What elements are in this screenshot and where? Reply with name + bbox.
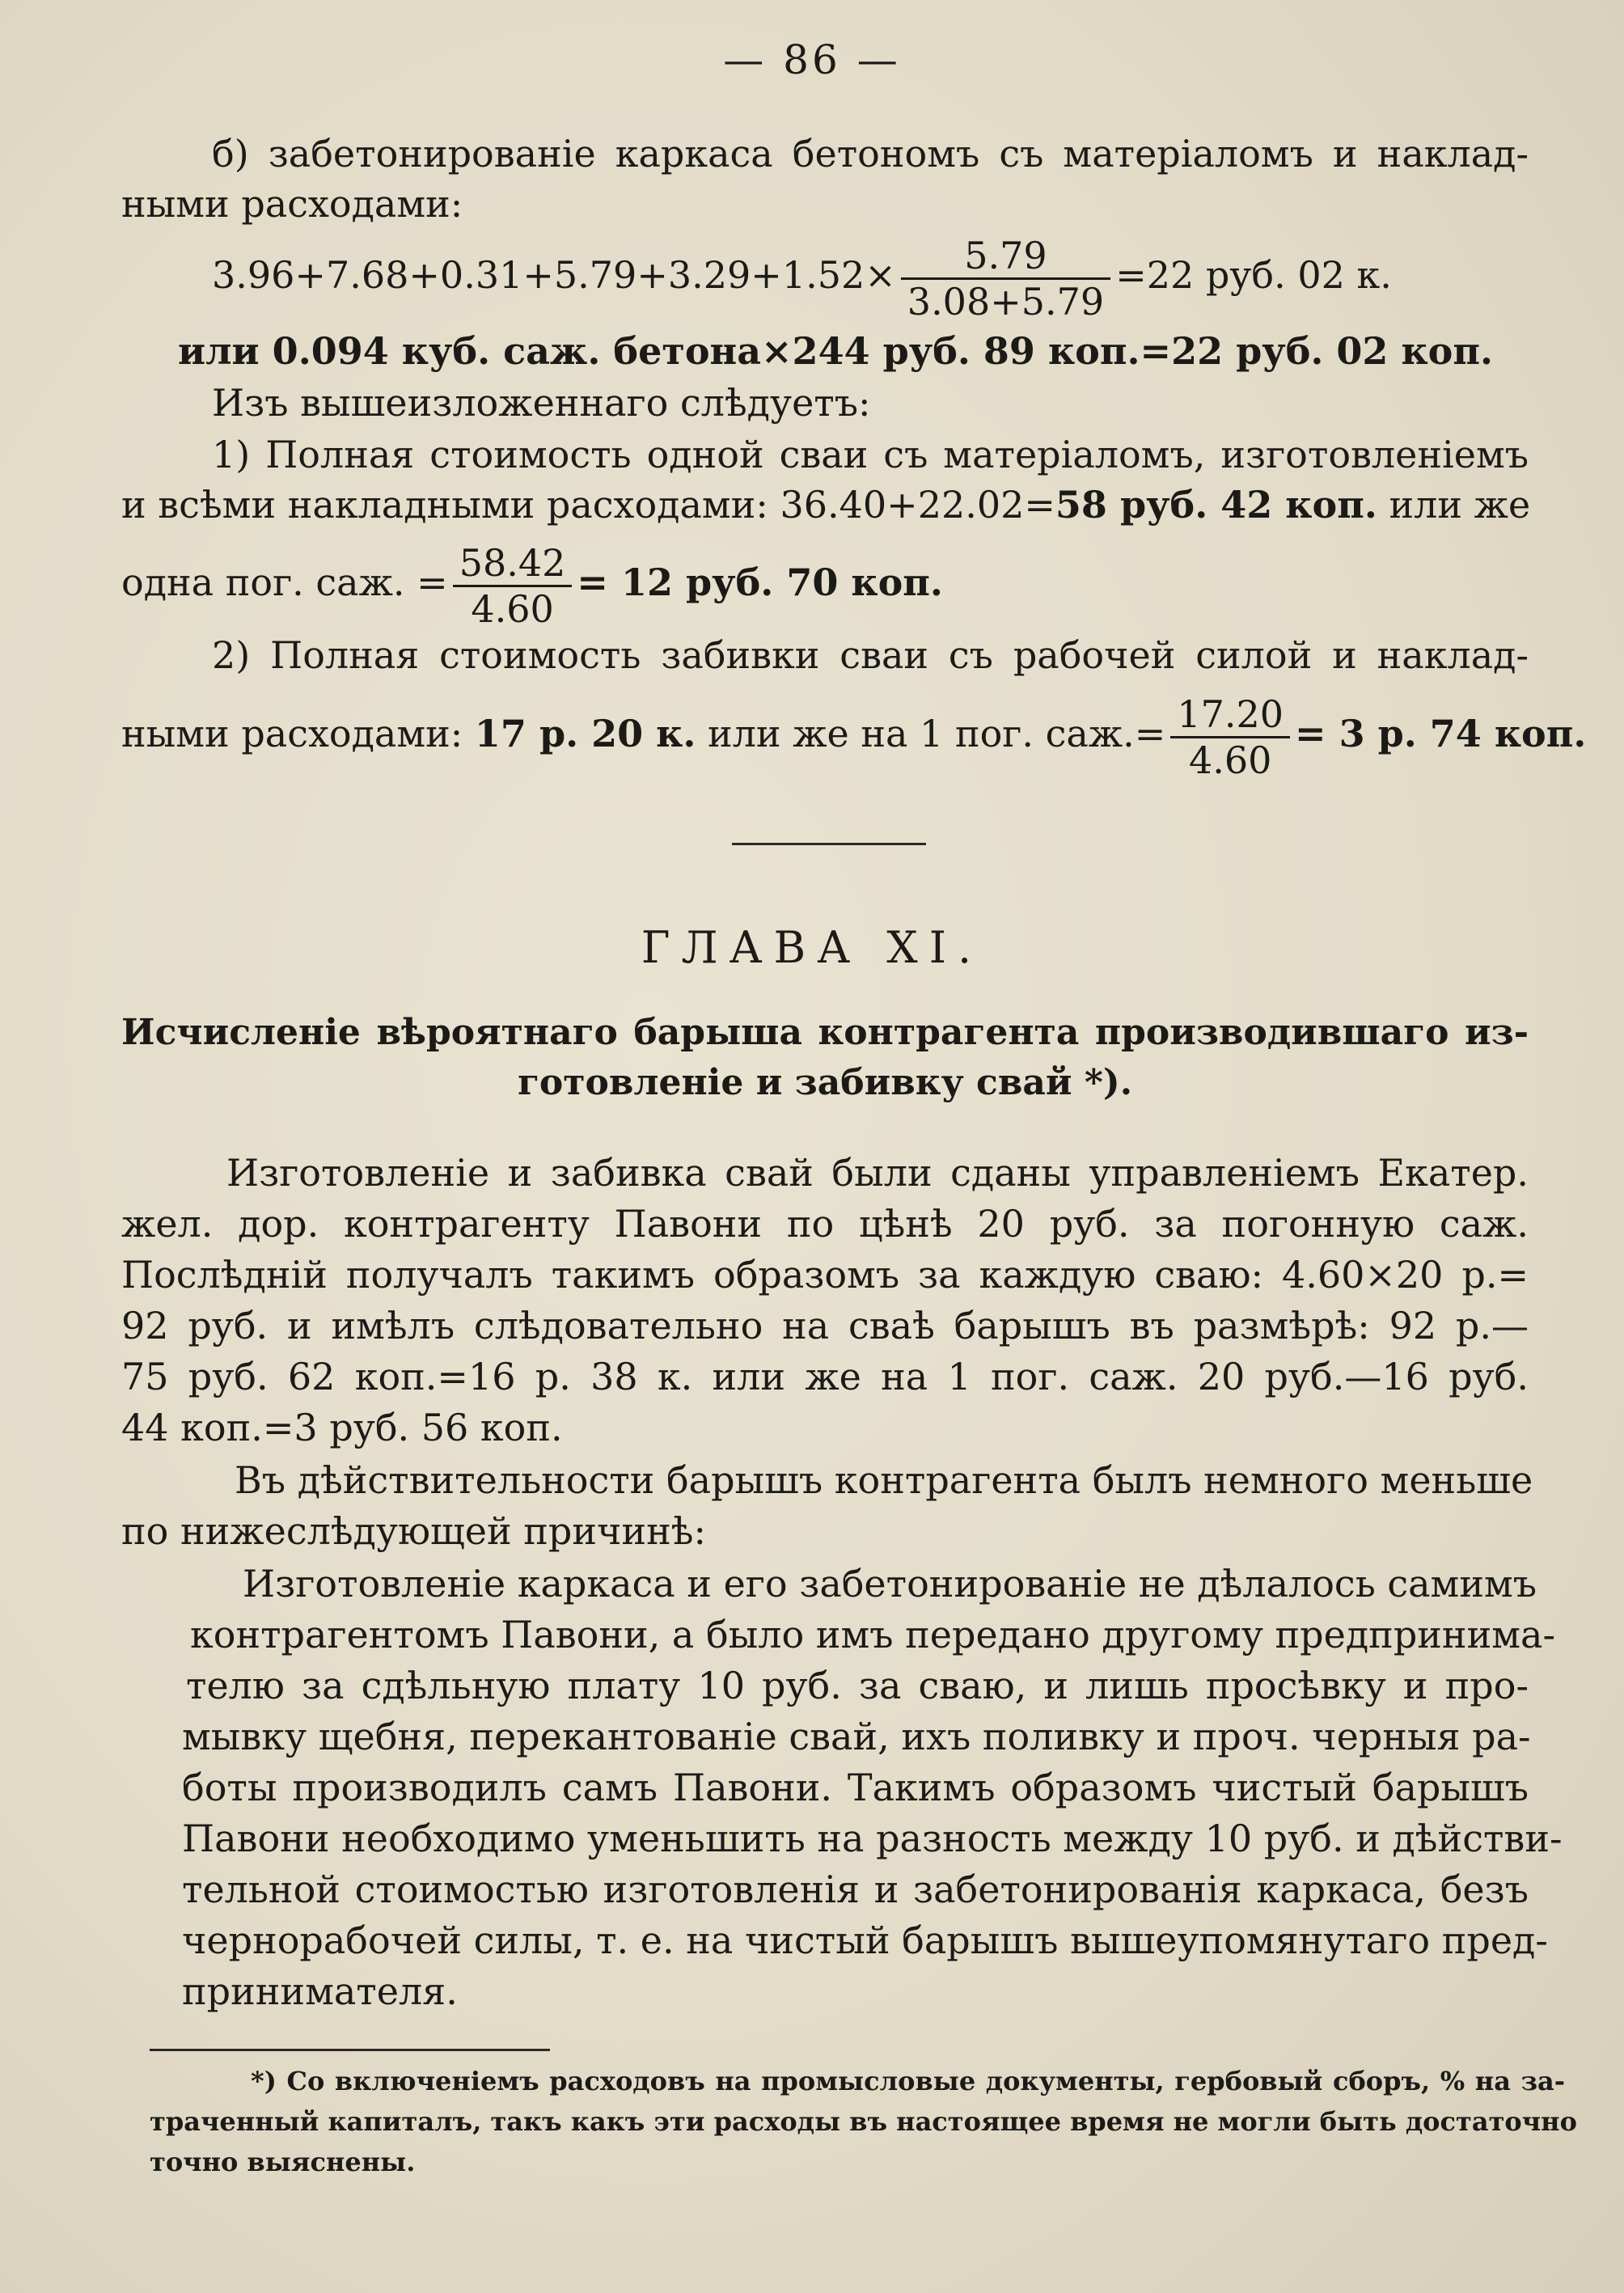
body-line: контрагентомъ Павони, а было имъ передано другому предпринима-: [190, 1613, 1555, 1656]
fraction-denominator: 4.60: [1188, 738, 1272, 782]
body-line: 92 руб. и имѣлъ слѣдовательно на сваѣ барышъ въ размѣрѣ: 92 р.—: [121, 1304, 1529, 1347]
fraction-numerator: 17.20: [1170, 692, 1290, 738]
point1-line: [121, 480, 1529, 529]
formula-result: =22 руб. 02 к.: [1115, 253, 1392, 297]
formula-concrete: [212, 231, 1506, 324]
point2-formula: [121, 689, 1587, 782]
point1-text: одна пог. саж. =: [121, 561, 448, 604]
body-line: Изготовленіе каркаса и его забетонированіе не дѣлалось самимъ: [243, 1562, 1537, 1606]
body-line: тельной стоимостью изготовленія и забетонированія каркаса, безъ: [182, 1868, 1529, 1911]
formula-or-line: или 0.094 куб. саж. бетона×244 руб. 89 коп.=22 руб. 02 коп.: [178, 329, 1494, 373]
point2-bold-sum: 17 р. 20 к.: [474, 712, 696, 755]
point1-text: или же: [1377, 483, 1531, 527]
fraction-numerator: 58.42: [453, 541, 573, 587]
point2-text: ными расходами:: [121, 712, 475, 755]
page-number: — 86 —: [723, 36, 901, 83]
body-line: жел. дор. контрагенту Павони по цѣнѣ 20 руб. за погонную саж.: [121, 1202, 1529, 1246]
point1-text: и всѣми накладными расходами: 36.40+22.02=: [121, 483, 1055, 527]
point1-formula: [121, 538, 1529, 631]
body-line: мывку щебня, перекантованіе свай, ихъ поливку и проч. черныя ра-: [182, 1715, 1531, 1758]
body-line: телю за сдѣльную плату 10 руб. за сваю, и лишь просѣвку и про-: [186, 1664, 1529, 1707]
footnote-line: точно выяснены.: [150, 2147, 416, 2177]
chapter-title-line: Исчисленіе вѣроятнаго барыша контрагента производившаго из-: [121, 1012, 1529, 1053]
point2-text: или же на 1 пог. саж.=: [696, 712, 1166, 755]
body-line: чернорабочей силы, т. е. на чистый барышъ вышеупомянутаго пред-: [182, 1919, 1548, 1962]
section-divider: [732, 843, 926, 845]
body-line: 44 коп.=3 руб. 56 коп.: [121, 1406, 563, 1449]
body-line: Изготовленіе и забивка свай были сданы управленіемъ Екатер.: [226, 1151, 1529, 1195]
body-line: принимателя.: [182, 1969, 458, 2013]
point1-fraction: [453, 541, 573, 631]
chapter-heading: ГЛАВА XI.: [641, 922, 983, 973]
point1-bold-sum: 58 руб. 42 коп.: [1055, 483, 1377, 527]
body-line: по нижеслѣдующей причинѣ:: [121, 1509, 706, 1553]
paragraph-b-line: б) забетонированіе каркаса бетономъ съ матеріаломъ и наклад-: [212, 132, 1529, 176]
body-line: Павони необходимо уменьшить на разность между 10 руб. и дѣйстви-: [182, 1817, 1563, 1860]
fraction-numerator: 5.79: [901, 234, 1110, 280]
body-line: боты производилъ самъ Павони. Такимъ образомъ чистый барышъ: [182, 1766, 1529, 1809]
footnote-divider: [150, 2049, 550, 2051]
fraction-denominator: 3.08+5.79: [907, 279, 1105, 324]
paragraph-b-line: ными расходами:: [121, 182, 463, 226]
point1-line: 1) Полная стоимость одной сваи съ матеріаломъ, изготовленіемъ: [212, 433, 1529, 476]
point2-result: = 3 р. 74 коп.: [1295, 712, 1587, 755]
point1-result: = 12 руб. 70 коп.: [577, 561, 943, 604]
formula-fraction: [901, 234, 1110, 324]
follows-line: Изъ вышеизложеннаго слѣдуетъ:: [212, 381, 871, 425]
body-line: Въ дѣйствительности барышъ контрагента былъ немного меньше: [235, 1458, 1533, 1502]
point2-line: 2) Полная стоимость забивки сваи съ рабочей силой и наклад-: [212, 633, 1529, 677]
footnote-line: *) Со включеніемъ расходовъ на промысловые документы, гербовый сборъ, % на за-: [251, 2066, 1565, 2096]
body-line: Послѣдній получалъ такимъ образомъ за каждую сваю: 4.60×20 р.=: [121, 1253, 1529, 1297]
footnote-line: траченный капиталъ, такъ какъ эти расходы въ настоящее время не могли быть достаточно: [150, 2106, 1577, 2137]
chapter-title-line: готовленіе и забивку свай *).: [517, 1062, 1133, 1103]
body-line: 75 руб. 62 коп.=16 р. 38 к. или же на 1 пог. саж. 20 руб.—16 руб.: [121, 1355, 1529, 1398]
fraction-denominator: 4.60: [471, 586, 554, 631]
point2-fraction: [1170, 692, 1290, 782]
formula-left: 3.96+7.68+0.31+5.79+3.29+1.52×: [212, 253, 896, 297]
